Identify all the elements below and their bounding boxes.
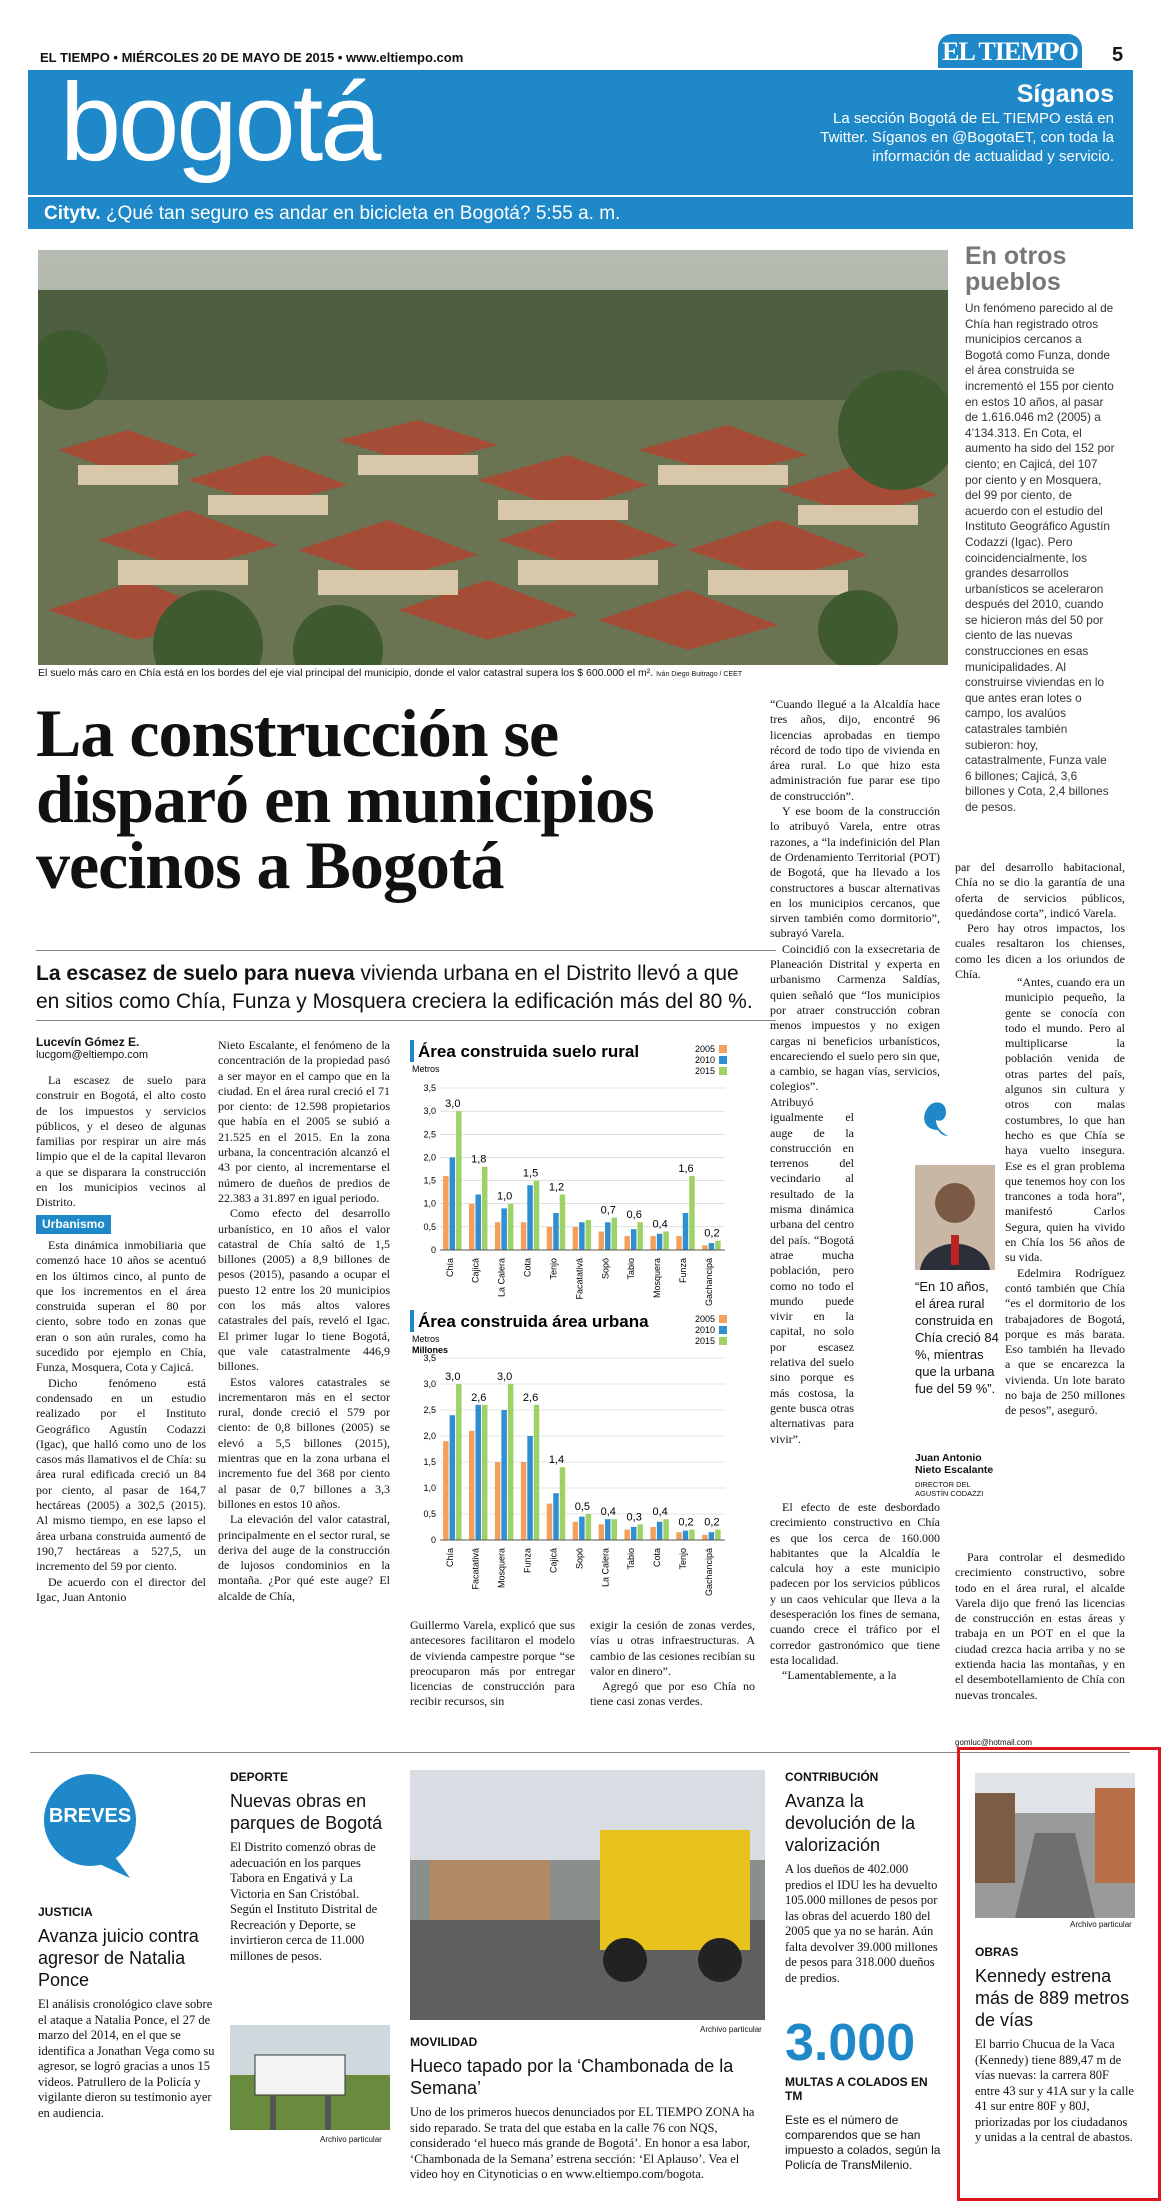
x-tick-label: Sopó (600, 1258, 611, 1280)
paragraph: Dicho fenómeno está condensado en un estudio realizado por el Instituto Geográfico Agustín Codazzi (Igac), que halló como uno de los casos más llamativos el de Chía: su área rural edificada creció un 84 por ciento, al pasar de 164,7 hectáreas (2005) a 302,5 (2015). Al mismo tiempo, en ese lapso el área urbana construida aumentó de 190,7 hectáreas a 527,5, un incremento del 59 por ciento. (36, 1375, 206, 1574)
chart-rural (410, 1040, 755, 1315)
bar-2010 (605, 1222, 610, 1250)
bar-2010 (605, 1519, 610, 1540)
bar-2005 (599, 1524, 604, 1540)
y-tick-label: 1,5 (423, 1457, 436, 1467)
big-number-label: MULTAS A COLADOS EN TM (785, 2075, 928, 2103)
legend-swatch (719, 1326, 727, 1334)
chart-rural-svg (410, 1040, 755, 1310)
bar-2015 (482, 1167, 487, 1250)
bar-2005 (495, 1462, 500, 1540)
x-tick-label: Chía (444, 1258, 455, 1278)
bar-2015 (637, 1524, 642, 1540)
bar-2010 (553, 1493, 558, 1540)
x-tick-label: Tabio (626, 1258, 637, 1280)
data-label: 1,4 (548, 1454, 565, 1467)
citytv-brand: Citytv. (44, 203, 101, 224)
chart-urbana (410, 1310, 755, 1605)
bar-2010 (709, 1532, 714, 1540)
movilidad-photo (410, 1770, 765, 2020)
bar-2005 (469, 1204, 474, 1250)
y-tick-label: 1,0 (423, 1198, 436, 1209)
y-tick-label: 2,0 (423, 1152, 436, 1163)
paragraph: Coincidió con la exsecretaria de Planeación Distrital y experta en urbanismo Carmenza Saldías, quien señaló que “los municipios por atraer construcción cobran menos impuestos y no exigen cargas ni beneficios urbanísticos, encareciendo el suelo pero sin que, a cambio, se hagan vías, servicios, colegios”. (770, 941, 940, 1094)
y-axis-label: Millones (412, 1345, 449, 1355)
deporte-credit: Archivo particular (320, 2135, 382, 2144)
pull-quote: “En 10 años, el área rural construida en Chía creció 84 %, mientras que la urbana fue del 59 %”. (915, 1279, 999, 1396)
quote-name: Juan Antonio Nieto Escalante (915, 1452, 994, 1476)
dateline: EL TIEMPO • MIÉRCOLES 20 DE MAYO DE 2015 • www.eltiempo.com (40, 50, 464, 65)
bar-2010 (475, 1405, 480, 1540)
paragraph: Estos valores catastrales se incrementaron más en el sector rural, donde creció el 579 por ciento: de 0,8 billones (2005) se elevó a 5,5 billones (2015), mientras que en la zona urbana el incremento fue del 368 por ciento al pasar de 0,7 billones a 3,3 billones en estos 10 años. (218, 1374, 390, 1511)
bar-2005 (521, 1462, 526, 1540)
citytv-text: ¿Qué tan seguro es andar en bicicleta en Bogotá? 5:55 a. m. (105, 203, 621, 224)
article-col-5-narrow (770, 1095, 854, 1447)
legend-label: 2015 (694, 1066, 715, 1076)
headline (36, 695, 776, 903)
article-col-6 (955, 860, 1125, 982)
bar-2010 (579, 1517, 584, 1540)
sidebar-otros-pueblos (965, 243, 1115, 816)
data-label: 3,0 (445, 1098, 461, 1111)
y-tick-label: 0 (430, 1245, 436, 1255)
x-tick-label: Cajicá (548, 1548, 559, 1574)
data-label: 0,3 (626, 1511, 642, 1524)
x-tick-label: Sopó (574, 1548, 585, 1570)
deck-line-2: en sitios como Chía, Funza y Mosquera creciera la edificación más del 80 %. (36, 990, 753, 1013)
brief-headline: Avanza la devolución de la valorización (785, 1791, 916, 1855)
paragraph: Como efecto del desarrollo urbanístico, en 10 años el valor catastral de Chía saltó de 1,5 billones (2005) a 8,9 billones de pesos (2015), pasando a ocupar el puesto 12 entre los 20 municipios con los más altos valores catastrales del país, reveló el Igac. El primer lugar lo tiene Bogotá, que vale catastralmente 446,9 billones. (218, 1206, 390, 1374)
x-tick-label: La Calera (496, 1258, 507, 1298)
article-col-4 (590, 1618, 755, 1710)
data-label: 0,4 (652, 1218, 668, 1231)
bar-2015 (508, 1204, 513, 1250)
y-tick-label: 3,5 (423, 1083, 436, 1093)
bar-2005 (650, 1236, 655, 1250)
page-number: 5 (1112, 44, 1124, 66)
chart-title-bar (410, 1040, 414, 1062)
bar-2010 (501, 1410, 506, 1540)
y-tick-label: 2,0 (423, 1431, 436, 1441)
x-tick-label: Tenjo (678, 1548, 689, 1570)
brief-colados (785, 2015, 945, 2173)
legend-swatch (719, 1067, 727, 1075)
paragraph: “Cuando llegué a la Alcaldía hace tres años, dijo, encontré 96 licencias aprobadas en tiempo récord de todo tipo de vivienda en área rural. Lo que hizo esta administración fue parar ese tipo de construcción”. (770, 697, 940, 803)
legend-label: 2005 (694, 1314, 715, 1324)
bar-2010 (527, 1185, 532, 1250)
bar-2005 (521, 1222, 526, 1250)
houses-photo-illustration (38, 250, 948, 665)
brief-movilidad (410, 2035, 765, 2183)
main-photo (38, 250, 948, 665)
headline-line-2: disparó en municipios (36, 761, 654, 837)
bar-2005 (443, 1441, 448, 1540)
bar-2010 (579, 1222, 584, 1250)
brief-category: DEPORTE (230, 1770, 289, 1784)
paragraph: Agregó que por eso Chía no tiene casi zonas verdes. (590, 1679, 755, 1709)
bar-2005 (495, 1222, 500, 1250)
paragraph: Y ese boom de la construcción lo atribuyó Varela, entre otras razones, a “la indefinición del Plan de Ordenamiento Territorial (POT) de Bogotá, que ha llevado a los constructores a buscar alternativas en los municipios cercanos, que sirven también como dormitorio”, subrayó Varela. (770, 804, 940, 941)
bar-2015 (534, 1181, 539, 1250)
follow-text-3: información de actualidad y servicio. (872, 148, 1114, 165)
data-label: 0,4 (652, 1506, 668, 1519)
follow-title: Síganos (1016, 80, 1114, 108)
obras-credit: Archivo particular (1070, 1920, 1132, 1929)
paragraph: Esta dinámica inmobiliaria que comenzó hace 10 años se acentuó en los últimos cinco, al punto de que los incrementos en el área construida superan el 80 por ciento, sobre todo en zonas que eran o son aún rurales, como ha sucedido por ejemplo en Chía, Funza, Mosquera, Cota y Cajicá. (36, 1237, 206, 1375)
bar-2010 (450, 1157, 455, 1250)
legend-label: 2005 (694, 1044, 715, 1054)
paragraph: Pero hay otros impactos, los cuales resaltaron los chienses, como les dicen a los oriundos de Chía. (955, 921, 1125, 982)
data-label: 0,6 (626, 1209, 642, 1222)
obras-photo (975, 1773, 1135, 1918)
brief-headline: Hueco tapado por la ‘Chambonada de la Semana’ (410, 2056, 734, 2098)
section-title: bogotá (60, 61, 379, 184)
y-tick-label: 3,0 (423, 1106, 436, 1117)
bar-2015 (612, 1218, 617, 1250)
reporter-email: gomluc@hotmail.com (955, 1738, 1033, 1747)
bar-2005 (573, 1227, 578, 1250)
y-tick-label: 0,5 (423, 1509, 436, 1519)
deck-bold: La escasez de suelo para nueva (36, 962, 355, 985)
data-label: 0,2 (704, 1516, 720, 1529)
data-label: 0,2 (678, 1516, 694, 1529)
bar-2005 (676, 1236, 681, 1250)
y-tick-label: 0 (430, 1535, 436, 1545)
breves-badge (40, 1770, 140, 1880)
article-col-5 (770, 697, 940, 1095)
x-tick-label: Facatativá (470, 1548, 481, 1590)
x-tick-label: Gachancipá (703, 1258, 714, 1307)
paragraph: Guillermo Varela, explicó que sus antecesores facilitaron el modelo de vivienda campestre porque “se preocuparon más por entregar licencias de construcción para recibir recursos, sin (410, 1618, 575, 1709)
bar-2010 (683, 1531, 688, 1540)
bar-2010 (501, 1208, 506, 1250)
x-tick-label: Tabio (626, 1548, 637, 1570)
breves-label: BREVES (48, 1805, 132, 1827)
bar-2015 (663, 1519, 668, 1540)
brief-contribucion (785, 1770, 945, 1986)
legend-label: 2015 (694, 1336, 715, 1346)
bar-2015 (482, 1405, 487, 1540)
brief-obras (975, 1945, 1135, 2146)
legend-swatch (719, 1045, 727, 1053)
bar-2015 (586, 1220, 591, 1250)
y-tick-label: 0,5 (423, 1221, 436, 1232)
quote-portrait (915, 1165, 995, 1270)
brief-text: Uno de los primeros huecos denunciados por EL TIEMPO ZONA ha sido reparado. Se trata del que estaba en la calle 76 con NQS, considerado ‘el hueco más grande de Bogotá’. En honor a esa labor, ‘Chambonada de la Semana’ estrena sección: ‘El Aplauso’. Vea el video hoy en Citynoticias o en www.eltiempo.com/bogota. (410, 2105, 755, 2181)
y-tick-label: 1,0 (423, 1483, 436, 1493)
article-col-1 (36, 1035, 206, 1605)
bar-2015 (456, 1111, 461, 1250)
x-tick-label: Funza (678, 1258, 689, 1284)
movilidad-credit: Archivo particular (700, 2025, 762, 2034)
article-col-6-bottom (955, 1550, 1125, 1703)
x-tick-label: Facatativá (574, 1258, 585, 1300)
data-label: 0,5 (574, 1501, 591, 1513)
y-tick-label: 3,5 (423, 1353, 436, 1363)
paragraph: La escasez de suelo para construir en Bogotá, el alto costo de los impuestos y servicios públicos, y el deseo de algunas familias por respirar un aire más limpio que el de la capital llevaron a que se disparara la construcción en los municipios vecinos al Distrito. (36, 1073, 206, 1210)
bar-2010 (631, 1527, 636, 1540)
x-tick-label: Cota (652, 1548, 663, 1568)
data-label: 1,6 (678, 1162, 694, 1175)
x-tick-label: La Calera (600, 1548, 611, 1588)
brief-text: El análisis cronológico clave sobre el ataque a Natalia Ponce, el 27 de marzo del 2014, en el que se identifica a Jonathan Vega como su agresor, se logró gracias a unos 15 videos. Patrullero de la Policía y vigilante dieron su testimonio ayer en audiencia. (38, 1997, 215, 2120)
bar-2005 (469, 1431, 474, 1540)
legend-swatch (719, 1337, 727, 1345)
bar-2015 (715, 1530, 720, 1540)
bar-2010 (527, 1436, 532, 1540)
brief-text: El Distrito comenzó obras de adecuación en los parques Tabora en Engativá y La Victoria en San Cristóbal. Según el Instituto Distrital de Recreación y Deporte, se invirtieron cerca de 11.000 millones de pesos. (230, 1840, 378, 1963)
article-col-6-narrow (1005, 975, 1125, 1419)
data-label: 1,2 (548, 1181, 565, 1194)
data-label: 2,6 (471, 1391, 487, 1404)
bar-2005 (624, 1236, 629, 1250)
data-label: 1,5 (522, 1167, 539, 1180)
x-tick-label: Tenjo (548, 1258, 559, 1280)
bar-2015 (689, 1530, 694, 1540)
bar-2005 (676, 1532, 681, 1540)
bar-2010 (709, 1243, 714, 1250)
big-number: 3.000 (785, 2014, 916, 2072)
bar-2005 (650, 1527, 655, 1540)
brief-headline: Kennedy estrena más de 889 metros de vías (975, 1966, 1130, 2030)
newspaper-logo: EL TIEMPO (938, 34, 1082, 68)
caption-text: El suelo más caro en Chía está en los bordes del eje vial principal del municipio, donde el valor catastral supera los $ 600.000 el m². (38, 667, 654, 679)
photo-caption (38, 667, 948, 679)
bar-2005 (702, 1535, 707, 1540)
bar-2015 (689, 1176, 694, 1250)
chart-unit: Metros (412, 1334, 440, 1344)
data-label: 2,6 (522, 1391, 539, 1404)
follow-box (700, 80, 1114, 166)
paragraph: La elevación del valor catastral, principalmente en el sector rural, se deriva del auge de la construcción de lujosos condominios en la montaña. ¿Por qué este auge? El alcalde de Chía, (218, 1512, 390, 1603)
bar-2005 (702, 1245, 707, 1250)
paragraph: “Antes, cuando era un municipio pequeño, la gente se conocía con todo el mundo. Pero al multiplicarse la población venida de otras partes del país, algunos sin cultura y otros con malas costumbres, lo que han hecho es que Chía se haya vuelto insegura. Ese es el gran problema que tenemos hoy con los trancones a toda hora”, manifestó Carlos Segura, quien ha vivido en Chía los 56 años de su vida. (1005, 975, 1125, 1265)
bar-2010 (631, 1229, 636, 1250)
bar-2015 (715, 1241, 720, 1250)
chart-title: Área construida suelo rural (418, 1042, 640, 1061)
bar-2015 (456, 1384, 461, 1540)
x-tick-label: Funza (522, 1548, 533, 1574)
bar-2005 (573, 1522, 578, 1540)
follow-text-1: La sección Bogotá de EL TIEMPO está en (832, 110, 1114, 127)
x-tick-label: Cajicá (470, 1258, 481, 1284)
data-label: 0,4 (600, 1506, 616, 1519)
bar-2010 (553, 1213, 558, 1250)
bar-2015 (637, 1222, 642, 1250)
bar-2010 (475, 1194, 480, 1250)
headline-line-1: La construcción se (36, 695, 559, 771)
author-email: lucgom@eltiempo.com (36, 1049, 149, 1061)
data-label: 1,0 (496, 1190, 513, 1203)
paragraph: Atribuyó igualmente el auge de la construcción en terrenos del vecindario al resultado de la misma dinámica urbana del centro del país. “Bogotá atrae mucha población, pero como no todo el mundo puede vivir en la capital, no solo por escasez relativa del suelo sino porque es más costosa, la gente busca otras alternativas para vivir”. (770, 1095, 854, 1446)
chart-urbana-svg (410, 1310, 755, 1600)
legend-swatch (719, 1315, 727, 1323)
paragraph: “Lamentablemente, a la (782, 1668, 897, 1683)
bar-2010 (657, 1522, 662, 1540)
y-tick-label: 3,0 (423, 1379, 436, 1389)
y-tick-label: 2,5 (423, 1405, 436, 1415)
brief-headline: Nuevas obras en parques de Bogotá (230, 1791, 383, 1833)
legend-swatch (719, 1056, 727, 1064)
bar-2015 (663, 1231, 668, 1250)
citytv-bar (28, 195, 1133, 229)
legend-label: 2010 (694, 1325, 715, 1335)
x-tick-label: Cota (522, 1258, 533, 1278)
brief-category: JUSTICIA (38, 1905, 93, 1919)
brief-deporte (230, 1770, 390, 1964)
deporte-photo (230, 2025, 390, 2130)
chart-title-bar (410, 1310, 414, 1332)
paragraph: Para controlar el desmedido crecimiento constructivo, sobre todo en el área rural, el alcalde Varela dijo que frenó las licencias de construcción en estas áreas y trabaja en un POT en el que la ciudad crezca hacia arriba y no se extienda hacia las montañas, y en el desembotellamiento de Chía con nuevas troncales. (955, 1550, 1125, 1702)
y-axis-label: Metros (412, 1064, 440, 1074)
article-col-2 (218, 1038, 390, 1604)
bar-2015 (560, 1194, 565, 1250)
sidebar-text: Un fenómeno parecido al de Chía han registrado otros municipios cercanos a Bogotá como Funza, donde el área construida se incrementó el 155 por ciento en estos 10 años, al pasar de 1.616.046 m2 (2005) a 4’134.313. En Cota, el aumento ha sido del 152 por ciento; en Cajicá, del 107 por ciento y en Mosquera, del 99 por ciento, de acuerdo con el estudio del Instituto Geográfico Agustín Codazzi (Igac). Pero coincidencialmente, los grandes desarrollos urbanísticos se aceleraron después del 2010, cuando se hicieron más del 50 por ciento de las nuevas construcciones en esas municipalidades. Al construirse viviendas en lo que antes eran lotes o campo, los avalúos catastrales también subieron: hoy, catastralmente, Funza vale 6 billones; Cajicá, 3,6 billones y Cota, 2,4 billones de pesos. (965, 301, 1115, 814)
data-label: 3,0 (445, 1371, 461, 1383)
paragraph: exigir la cesión de zonas verdes, vías u otras infraestructuras. A cambio de las cesiones recibían su valor en dinero”. (590, 1618, 755, 1678)
legend-label: 2010 (694, 1055, 715, 1065)
bar-2015 (534, 1405, 539, 1540)
author: Lucevín Gómez E. (36, 1035, 140, 1049)
headline-line-3: vecinos a Bogotá (36, 827, 504, 903)
data-label: 1,8 (471, 1153, 487, 1166)
brief-text: El barrio Chucua de la Vaca (Kennedy) tiene 889,47 m de vías nuevas: la carrera 80F entre 43 sur y 41A sur y la calle 41 sur entre 80F y 80J, priorizadas por los ciudadanos y unidas a la central de abastos. (975, 2037, 1134, 2144)
article-col-3 (410, 1618, 575, 1710)
bar-2010 (657, 1234, 662, 1250)
x-tick-label: Gachancipá (703, 1548, 714, 1597)
paragraph: Nieto Escalante, el fenómeno de la concentración de la propiedad pasó a ser mayor en el campo que en la ciudad. En el área rural creció el 71 por ciento: de 12.598 propietarios que había en el 2005 se subió a 21.525 en el 2015. En la zona urbana, la concentración alcanzó el 43 por ciento, al incrementarse el número de dueños de predios de 22.383 a 31.897 en igual periodo. (218, 1038, 390, 1205)
brief-category: CONTRIBUCIÓN (785, 1770, 879, 1784)
bar-2005 (547, 1504, 552, 1540)
brief-category: MOVILIDAD (410, 2035, 478, 2049)
y-tick-label: 2,5 (423, 1129, 436, 1140)
bar-2005 (547, 1227, 552, 1250)
paragraph: De acuerdo con el director del Igac, Juan Antonio (36, 1574, 206, 1604)
chart-title: Área construida área urbana (418, 1312, 649, 1331)
topic-tag: Urbanismo (36, 1215, 111, 1234)
article-col-5-bottom (770, 1500, 940, 1684)
bar-2010 (683, 1213, 688, 1250)
quote-role: DIRECTOR DEL AGUSTÍN CODAZZI (915, 1480, 984, 1498)
paragraph: par del desarrollo habitacional, Chía no se dio la garantía de una oferta de servicios públicos, quedándose corta”, indicó Varela. (955, 860, 1125, 920)
deck-rest: vivienda urbana en el Distrito llevó a que (354, 962, 739, 985)
bar-2010 (450, 1415, 455, 1540)
photo-credit: Iván Diego Buitrago / CEET (656, 671, 743, 678)
bar-2015 (560, 1467, 565, 1540)
bar-2015 (586, 1514, 591, 1540)
follow-text-2: Twitter. Síganos en @BogotaET, con toda la (820, 129, 1114, 146)
bar-2015 (508, 1384, 513, 1540)
data-label: 0,2 (704, 1227, 720, 1240)
brief-text: Este es el número de comparendos que se han impuesto a colados, según la Policía de TransMilenio. (785, 2113, 941, 2172)
brief-text: A los dueños de 402.000 predios el IDU les ha devuelto 105.000 millones de pesos por las obras del acuerdo 180 del 2005 que ya no se harán. Aún falta devolver 39.000 millones de pesos para 318.000 dueños de predios. (785, 1862, 938, 1985)
data-label: 3,0 (496, 1371, 513, 1383)
brief-headline: Avanza juicio contra agresor de Natalia Ponce (38, 1926, 199, 1990)
bar-2005 (599, 1231, 604, 1250)
quote-mark-icon (918, 1090, 958, 1145)
x-tick-label: Mosquera (652, 1258, 663, 1299)
brief-category: OBRAS (975, 1945, 1019, 1959)
bar-2005 (624, 1530, 629, 1540)
paragraph: Edelmira Rodríguez contó también que Chía “es el dormitorio de los trabajadores de Bogotá, porque es más barata. Eso también ha llevado a que se encarezca la vivienda. Un lote barato no baja de 250 millones de pesos”, aseguró. (1005, 1265, 1125, 1418)
bar-2015 (612, 1519, 617, 1540)
x-tick-label: Chía (444, 1548, 455, 1568)
sidebar-title: En otros pueblos (965, 242, 1067, 296)
data-label: 0,7 (600, 1204, 616, 1217)
brief-justicia (38, 1905, 218, 2121)
paragraph: El efecto de este desbordado crecimiento constructivo en Chía es que los cerca de 160.000 habitantes que la Alcaldía le calcula hoy a este municipio padecen por los servicios públicos y un caos vehicular que lleva a la desesperación los fines de semana, cuando crece el tráfico por el corredor gastronómico que tiene esta localidad. (770, 1500, 940, 1667)
y-tick-label: 1,5 (423, 1175, 436, 1186)
deck (36, 960, 776, 1016)
bar-2005 (443, 1176, 448, 1250)
x-tick-label: Mosquera (496, 1548, 507, 1589)
